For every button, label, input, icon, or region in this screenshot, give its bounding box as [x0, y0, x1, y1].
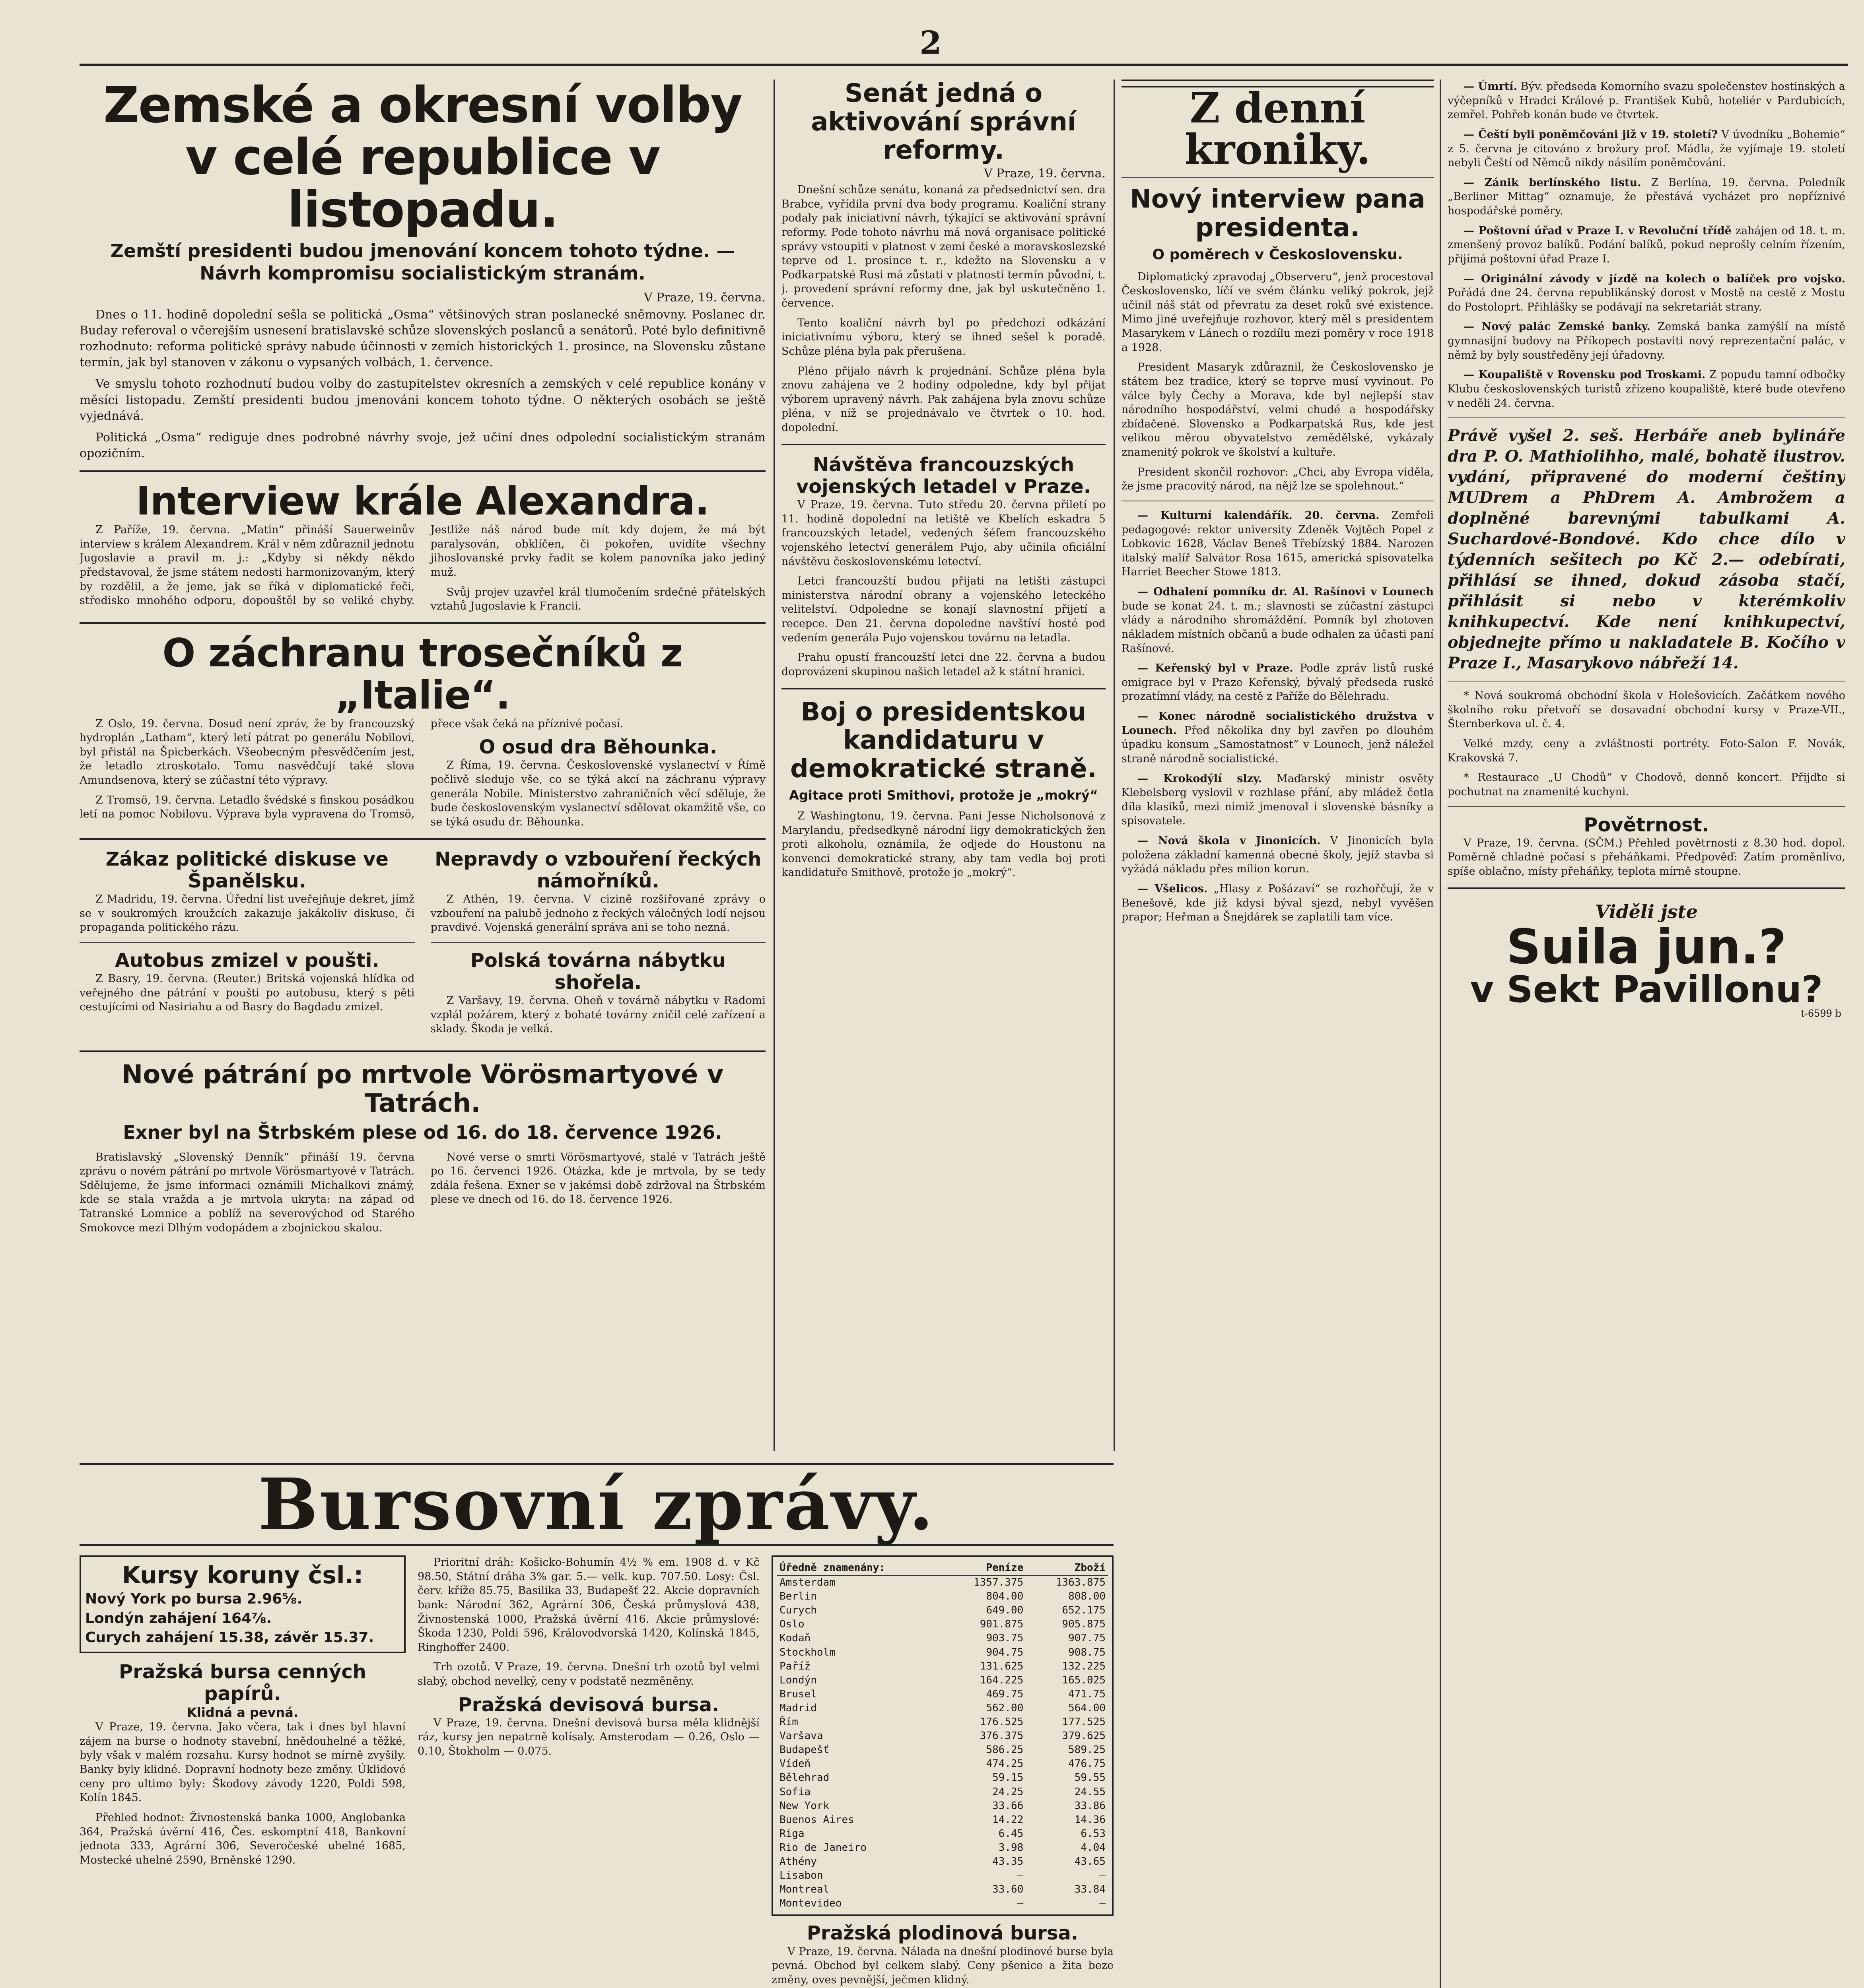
bursa-columns — [80, 1555, 1114, 1988]
rates-cell-city: Řím — [779, 1716, 798, 1728]
kronika-item-text: Zemřeli pedagogové: rektor university Zdeněk Vojtěch Popel z Lobkovic 1628, Václav Beneš Třebízský 1884. Narozen italský malíř Salvátor Rosa 1615, americká spisovatelka Harriet Beecher Stowe 1813. — [1122, 509, 1434, 579]
rates-cell-a: 14.22 — [992, 1813, 1024, 1826]
rates-cell-b: 14.36 — [1074, 1813, 1106, 1826]
small-ad: * Nová soukromá obchodní škola v Holešovicích. Začátkem nového školního roku přetvoří se dosavadní obchodní kursy v Praze-VII., Šternberkova ul. č. 4. — [1448, 689, 1845, 730]
rates-row — [777, 1673, 1108, 1687]
small-ad: Velké mzdy, ceny a zvláštnosti portréty. Foto-Salon F. Novák, Krakovská 7. — [1448, 738, 1845, 764]
rates-cell-b: 1363.875 — [1055, 1576, 1106, 1589]
kronika-item-head: — Originální závody v jízdě na kolech o balíček pro vojsko. — [1464, 272, 1845, 285]
kronika-item-head: — Kulturní kalendářík. 20. června. — [1137, 509, 1380, 522]
sekt-ad — [1448, 898, 1845, 1022]
kronika-item-head: — Odhalení pomníku dr. Al. Rašínovi v Lounech — [1137, 586, 1434, 598]
rates-cell-city: Budapešť — [779, 1744, 830, 1756]
president-paragraph: Diplomatický zpravodaj „Observeru“, jenž procestoval Československo, líčí ve svém článku veliký pokrok, jejž učinil náš stát od převratu za deset roků své existence. Mimo jiné uveřejňuje rozhovor, který měl s presidentem Masarykem v Lánech o rozdílu mezi poměry v roce 1918 a 1928. — [1122, 270, 1434, 354]
rates-cell-city: Bělehrad — [779, 1772, 830, 1784]
rates-cell-city: Rio de Janeiro — [779, 1841, 867, 1854]
kronika-item-text: „Hlasy z Pošázaví“ se rozhořčují, že v Benešově, kde již kdysi býval sjezd, nebyl vyvěšen prapor; Heřman a Šnejdárek se zaplatili tam více. — [1122, 882, 1434, 924]
rates-cell-city: Kodaň — [779, 1632, 811, 1644]
letci-headline: Návštěva francouzských vojenských letadel v Praze. — [796, 453, 1091, 498]
cenne-papiry-text: Přehled hodnot: Živnostenská banka 1000, Anglobanka 364, Pražská úvěrní 416, Čes. eskomptní 418, Bankovní jednota 333, Agrární 306, Severočeské uhelné 1685, Mostecké uhelné 2590, Brněnské 1290. — [80, 1811, 406, 1866]
kronika-item-text: Maďarský ministr osvěty Klebelsberg vyslovil v rozhlase přání, aby mládež četla díla klasiků, mezi nimiž jmenoval i slovenské básníky a spisovatele. — [1122, 772, 1434, 827]
separator — [781, 444, 1106, 445]
tovarna-paragraph: Z Varšavy, 19. června. Oheň v továrně nábytku v Radomi vzplál požárem, který z bohaté továrny zničil celé zařízení a sklady. Škoda je velká. — [430, 994, 766, 1035]
kronika-item-text: Z Berlína, 19. června. Poledník „Berliner Mittag“ oznamuje, že přestává vycházet pro nepříznivé hospodářské poměry. — [1448, 176, 1845, 217]
volby-headline: Zemské a okresní volby v celé republice v listopadu. — [103, 80, 742, 239]
rates-row — [777, 1771, 1108, 1785]
rates-cell-b: 132.225 — [1062, 1660, 1106, 1672]
boj-article — [781, 698, 1106, 880]
kronika-item-head: — Keřenský byl v Praze. — [1137, 662, 1293, 675]
column-1 — [80, 80, 766, 1455]
kronika-item-head: — Úmrtí. — [1464, 80, 1517, 93]
rates-cell-b: — — [1099, 1870, 1106, 1882]
separator — [781, 688, 1106, 689]
kursy-heading: Kursy koruny čsl.: — [122, 1561, 363, 1589]
short-news-right — [431, 848, 766, 1042]
kronika-item — [1122, 661, 1434, 704]
rates-cell-city: Madrid — [779, 1702, 817, 1714]
kurs-ny: Nový York po bursa 2.96⅝. — [85, 1591, 303, 1607]
rates-row — [777, 1631, 1108, 1645]
autobus-headline: Autobus zmizel v poušti. — [115, 949, 379, 972]
rates-cell-b: 33.86 — [1074, 1800, 1106, 1812]
rates-cell-a: 901.875 — [980, 1618, 1024, 1631]
rates-row — [777, 1757, 1108, 1771]
rates-row — [777, 1646, 1108, 1660]
rates-cell-a: 176.525 — [980, 1716, 1024, 1728]
cenne-papiry-sub: Klidná a pevná. — [187, 1705, 298, 1720]
rates-row — [777, 1575, 1108, 1590]
small-ad: * Restaurace „U Chodů“ v Chodově, denně koncert. Přijďte si pochutnat na znamenité kuchyni. — [1448, 771, 1845, 798]
pocasi-title: Povětrnost. — [1584, 813, 1709, 836]
letci-paragraph: Prahu opustí francouzští letci dne 22. června a budou doprovázeni skupinou našich letadel až k státní hranici. — [781, 651, 1106, 678]
separator — [1448, 806, 1845, 807]
rates-cell-b: 476.75 — [1068, 1758, 1106, 1770]
president-paragraph: President skončil rozhovor: „Chci, aby Evropa viděla, že jsme pracovitý národ, na nějž lze se spolehnout.“ — [1122, 466, 1434, 493]
separator — [80, 1050, 766, 1052]
rates-cell-a: 131.625 — [980, 1660, 1024, 1672]
kronika-item-head: — Nový palác Zemské banky. — [1464, 320, 1650, 333]
trosecnici-paragraph: Z Oslo, 19. června. Dosud není zpráv, že by francouzský hydroplán „Latham“, který letí pátrat po generálu Nobilovi, byl přistál na Špicberkách. Všeobecným přesvědčením jest, že letadlo ztroskotalo. Tomu nasvědčují také slova Amundsenova, který se zúčastní této výpravy. — [80, 717, 415, 787]
sekt-ad-code: t-6599 b — [1801, 1008, 1841, 1019]
tatry-article — [80, 1061, 766, 1235]
sekt-ad-suila: Suila jun.? — [1506, 920, 1787, 975]
rates-cell-city: Varšava — [779, 1730, 823, 1742]
rates-cell-b: 43.65 — [1074, 1855, 1106, 1868]
kronika-item — [1122, 772, 1434, 829]
volby-article — [80, 80, 766, 462]
bursa-col-2 — [418, 1555, 760, 1988]
tatry-paragraph: Nové verse o smrti Vörösmartyové, stalé v Tatrách ještě po 16. červenci 1926. Otázka, kde je mrtvola, by se tedy zdála řešena. Exner se v jakémsi době zdržoval na Štrbském plese ve dnech od 16. do 18. července 1926. — [430, 1151, 766, 1206]
rates-row — [777, 1841, 1108, 1855]
rates-cell-city: Berlin — [779, 1590, 817, 1603]
interview-article — [80, 481, 766, 613]
rates-cell-city: Amsterdam — [779, 1576, 836, 1589]
kronika-item-head: — Čeští byli poněmčováni již v 19. století? — [1464, 128, 1718, 141]
kronika-items — [1122, 509, 1434, 924]
kronika-item-text: V Jinonicích byla položena základní kamenná obecné školy, jejíž stavba si vyžádá nákladu přes milion korun. — [1122, 835, 1434, 876]
separator — [1448, 887, 1845, 889]
tatry-deck: Exner byl na Štrbském plese od 16. do 18. července 1926. — [123, 1122, 722, 1143]
kronika-item-text: Pořádá dne 24. června republikánský dorost v Mostě na cestě z Mostu do Postoloprt. Přihlášky se podávají na sekretariát strany. — [1448, 287, 1845, 313]
separator — [431, 942, 766, 943]
rates-cell-a: 903.75 — [986, 1632, 1024, 1644]
volby-byline: V Praze, 19. června. — [643, 290, 766, 305]
column-divider-3 — [1440, 80, 1441, 1988]
rates-row — [777, 1869, 1108, 1883]
rates-cell-b: 24.55 — [1074, 1786, 1106, 1798]
rates-cell-a: 562.00 — [986, 1702, 1024, 1714]
recke-headline: Nepravdy o vzbouření řeckých námořníků. — [435, 848, 762, 892]
tatry-headline: Nové pátrání po mrtvole Vörösmartyové v Tatrách. — [121, 1060, 724, 1118]
kronika-item — [1448, 128, 1845, 170]
kronika-item-head: — Zánik berlínského listu. — [1464, 176, 1641, 189]
separator — [1448, 417, 1845, 418]
volby-paragraph: Ve smyslu tohoto rozhodnutí budou volby do zastupitelstev okresních a zemských v celé republice konány v měsíci listopadu. Zemští presidenti budou jmenováni koncem tohoto týdne. O některých osobách se ještě vyjednává. — [80, 377, 766, 423]
plodiny-text: V Praze, 19. června. Nálada na dnešní plodinové burse byla pevná. Obchod byl celkem slabý. Ceny pšenice a žita beze změny, oves pevnější, ječmen klidný. — [772, 1945, 1114, 1986]
diskuse-headline: Zákaz politické diskuse ve Španělsku. — [105, 848, 389, 892]
kronika-item — [1122, 585, 1434, 656]
kronika-item-head: — Poštovní úřad v Praze I. v Revoluční třídě — [1464, 224, 1732, 237]
rates-cell-b: 379.625 — [1062, 1730, 1106, 1742]
rates-header-row — [777, 1561, 1108, 1575]
rates-row — [777, 1715, 1108, 1729]
interview-body — [80, 523, 766, 613]
kurs-londyn: Londýn zahájení 164⅞. — [85, 1610, 272, 1627]
rates-row — [777, 1604, 1108, 1617]
kronika-item — [1122, 709, 1434, 766]
interview-paragraph: Z Paříže, 19. června. „Matin“ přináší Sauerweinův interview s králem Alexandrem. Král v něm zdůraznil jednotu Jugoslavie a pravil m. j.: „Kdyby si někdy někdo představoval, že jsme státem nedosti harmonizovaným, který by rozdělil, a že jeme, jak se říká v diplomatické řeči, středisko mnohého odporu, dopouštěl by se veliké chyby. Jestliže náš národ bude mít kdy dojem, že má být paralysován, obklíčen, či pokořen, uvidíte všechny jihoslovanské prvky řadit se kolem panovníka jako jediný muž. — [80, 524, 766, 607]
president-interview-headline: Nový interview pana presidenta. — [1130, 184, 1425, 243]
rates-cell-b: 652.175 — [1062, 1604, 1106, 1617]
pocasi-text: V Praze, 19. června. (SČM.) Přehled povětrnosti z 8.30 hod. dopol. Poměrně chladné počasí s přeháňkami. Předpověď: Zatím proměnlivo, spíše oblačno, místy přeháňky, teplota mírně stoupne. — [1448, 837, 1845, 878]
plodiny-title: Pražská plodinová bursa. — [807, 1922, 1079, 1945]
boj-deck: Agitace proti Smithovi, protože je „mokrý“ — [789, 787, 1098, 803]
kronika-item-head: — Nová škola v Jinonicích. — [1137, 835, 1321, 847]
rates-cell-city: Vídeň — [779, 1758, 811, 1770]
column-3 — [1122, 80, 1434, 1988]
rates-cell-city: Curych — [779, 1604, 817, 1617]
separator — [1122, 177, 1434, 178]
column-4 — [1448, 80, 1845, 1988]
kronika-item-text: Před několika dny byl zavřen po dlouhém úpadku konsum „Samostatnost“ v Lounech, jenž náležel straně národně socialistické. — [1122, 724, 1434, 765]
kronika-item-head: — Krokodýlí slzy. — [1137, 772, 1262, 785]
tatry-paragraph: Bratislavský „Slovenský Denník“ přináší 19. června zprávu o novém pátrání po mrtvole Vörösmartyové v Tatrách. Sdělujeme, že jsme informaci oznámili Michalkovi známý, kde se stala vražda a je mrtvola ukryta: na západ od Tatranské Lomnice a poblíž na severovýchod od Starého Smokovce mezi Dlhým vodopádem a zbojnickou skalou. — [80, 1151, 415, 1234]
bursa-title: Bursovní zprávy. — [258, 1463, 935, 1546]
rates-box — [772, 1555, 1114, 1916]
kurs-curych: Curych zahájení 15.38, závěr 15.37. — [85, 1629, 374, 1646]
rates-row — [777, 1813, 1108, 1827]
rates-cell-b: 471.75 — [1068, 1688, 1106, 1700]
autobus-paragraph: Z Basry, 19. června. (Reuter.) Britská vojenská hlídka od veřejného dne pátrání v poušti po autobusu, který s pěti cestujícími od Nasiriahu a od Basry do Bagdadu zmizel. — [80, 972, 415, 1013]
rates-header-a: Peníze — [944, 1561, 1026, 1575]
kronika-item-text: Býv. předseda Komorního svazu společenstev hostinských a výčepníků v Hradci Králové p. František Kubů, hoteliér v Pardubicích, zemřel. Pohřeb konán bude ve čtvrtek. — [1448, 80, 1845, 121]
kronika-item — [1448, 176, 1845, 218]
rates-cell-a: — — [1017, 1897, 1024, 1910]
separator — [80, 622, 766, 624]
kronika-item-text: bude se konat 24. t. m.; slavnosti se zúčastní zástupci vlády a národního shromáždění. Pomník byl zhotoven nákladem místních občanů a bude odhalen za účasti paní Rašínové. — [1122, 600, 1434, 655]
rates-cell-city: Brusel — [779, 1688, 817, 1700]
rates-row — [777, 1617, 1108, 1631]
rates-cell-b: 177.525 — [1062, 1716, 1106, 1728]
rates-cell-a: 376.375 — [980, 1730, 1024, 1742]
recke-paragraph: Z Athén, 19. června. V cizině rozšiřované zprávy o vzbouření na palubě jednoho z řeckých válečných lodí nejsou pravdivé. Vojenská generální správa ani se toho nezná. — [430, 893, 766, 934]
senat-byline: V Praze, 19. června. — [984, 167, 1106, 181]
rates-cell-a: 6.45 — [998, 1827, 1024, 1840]
rates-cell-city: Oslo — [779, 1618, 805, 1631]
kronika-item-text: Podle zpráv listů ruské emigrace byl v Praze Keřenský, bývalý předseda ruské prozatímní vlády, na cestě z Paříže do Bělehradu. — [1122, 662, 1434, 703]
rates-cell-city: Paříž — [779, 1660, 811, 1672]
rates-row — [777, 1701, 1108, 1715]
rates-table — [777, 1561, 1108, 1910]
rates-cell-a: 59.15 — [992, 1772, 1024, 1784]
rates-cell-a: 164.225 — [980, 1674, 1024, 1686]
rates-cell-city: Lisabon — [779, 1870, 823, 1882]
rates-row — [777, 1743, 1108, 1757]
rates-cell-b: 808.00 — [1068, 1590, 1106, 1603]
rates-cell-a: 33.60 — [992, 1883, 1024, 1896]
letci-article — [781, 454, 1106, 679]
kronika-item-head: — Koupaliště v Rovensku pod Troskami. — [1464, 369, 1706, 381]
sekt-ad-line2: v Sekt Pavillonu? — [1470, 968, 1823, 1011]
kursy-box — [80, 1555, 406, 1653]
interview-headline: Interview krále Alexandra. — [136, 479, 709, 524]
rates-cell-city: Montevideo — [779, 1897, 842, 1910]
rates-cell-b: 905.875 — [1062, 1618, 1106, 1631]
senat-headline: Senát jedná o aktivování správní reformy. — [811, 80, 1076, 165]
rates-cell-a: 586.25 — [986, 1744, 1024, 1756]
rates-row — [777, 1590, 1108, 1604]
boj-headline: Boj o presidentskou kandidaturu v demokratické straně. — [790, 697, 1097, 784]
cenne-papiry-text: V Praze, 19. června. Jako včera, tak i dnes byl hlavní zájem na burse o hodnoty stavební, hnědouhelné a těžké, byly však v malém rozsahu. Kursy hodnot se mírně zvyšily. Banky byly klidné. Dopravní hodnoty beze změny. Úklidové ceny pro ultimo byly: Škodovy závody 1220, Poldi 598, Kolín 1845. — [80, 1721, 406, 1804]
rates-row — [777, 1827, 1108, 1841]
rates-row — [777, 1785, 1108, 1799]
column-2 — [781, 80, 1106, 1455]
rates-row — [777, 1883, 1108, 1897]
rates-cell-a: 1357.375 — [974, 1576, 1024, 1589]
rates-cell-city: Athény — [779, 1855, 817, 1868]
kronika-item-text: Z popudu tamní odbočky Klubu československých turistů zřízeno koupaliště, které bude otevřeno v neděli 24. června. — [1448, 369, 1845, 410]
bursa-col-1 — [80, 1555, 406, 1988]
kronika-item — [1448, 272, 1845, 315]
senat-paragraph: Pléno přijalo návrh k projednání. Schůze pléna byla znovu zahájena ve 2 hodiny odpoledne, kdy byl přijat výborem upravený návrh. Pak zahájena byla znovu schůze pléna, v níž se projednávalo ve čtvrtek o 10. hod. dopolední. — [781, 365, 1106, 434]
separator — [80, 838, 766, 840]
rates-cell-city: Stockholm — [779, 1646, 836, 1658]
separator — [80, 942, 415, 943]
trosecnici-headline: O záchranu trosečníků z „Italie“. — [162, 630, 683, 718]
rates-cell-a: 649.00 — [986, 1604, 1024, 1617]
bursa-title-frame — [80, 1463, 1114, 1546]
rates-cell-b: 165.025 — [1062, 1674, 1106, 1686]
rates-row — [777, 1687, 1108, 1701]
rates-cell-b: 564.00 — [1068, 1702, 1106, 1714]
trosecnici-article — [80, 630, 766, 829]
top-rule — [80, 64, 1848, 66]
letci-paragraph: Letci francouzští budou přijati na letišti zástupci ministerstva národní obrany a vojenského leteckého velitelství. Odpoledne se konají slavnostní přijetí a recepce. Den 21. června dopoledne navštíví hosté pod vedením generála Pujo vojenskou továrnu na letadla. — [781, 575, 1106, 644]
rates-cell-a: 24.25 — [992, 1786, 1024, 1798]
rates-row — [777, 1660, 1108, 1673]
short-news-left — [80, 848, 415, 1042]
senat-paragraph: Tento koaliční návrh byl po předchozí odkázání iniciativnímu výboru, který se ihned sešel k poradě. Schůze pléna byla pak přerušena. — [781, 316, 1106, 357]
kronika-item-text: V úvodníku „Bohemie“ z 5. června je citováno z brožury prof. Mádla, že vyjímaje 19. století nebyli Čeští od Němců nikdy násilím poněmčováni. — [1448, 128, 1845, 169]
tatry-body — [80, 1150, 766, 1235]
rates-header-city: Úředně znamenány: — [777, 1561, 944, 1575]
senat-article — [781, 80, 1106, 435]
kronika-item — [1448, 80, 1845, 122]
rates-cell-b: 33.84 — [1074, 1883, 1106, 1896]
kronika-item-head: — Všelicos. — [1137, 882, 1208, 895]
separator — [80, 470, 766, 472]
trosecnici-paragraph: Z Tromsö, 19. června. Letadlo švédské s finskou posádkou letí na pomoc Nobilovu. Výprava byla vypravena do Tromsö, přece však čeká na příznivé počasí. — [80, 717, 624, 821]
tovarna-headline: Polská továrna nábytku shořela. — [470, 949, 726, 994]
rates-cell-city: Sofia — [779, 1786, 811, 1798]
kronika-item-head: — Konec národně socialistického družstva v Lounech. — [1122, 710, 1434, 737]
rates-cell-city: Buenos Aires — [779, 1813, 854, 1826]
rates-cell-city: Riga — [779, 1827, 805, 1840]
president-interview-deck: O poměrech v Československu. — [1152, 247, 1403, 263]
rates-cell-b: 59.55 — [1074, 1772, 1106, 1784]
kronika-item-text: zahájen od 18. t. m. zmenšený provoz balíků. Podání balíků, pokud neprošly celním řízením, přijímá poštovní úřad Praze I. — [1448, 224, 1845, 265]
rates-cell-a: 33.66 — [992, 1800, 1024, 1812]
kronika-item — [1122, 509, 1434, 579]
rates-cell-city: New York — [779, 1800, 830, 1812]
kronika-item — [1448, 368, 1845, 410]
page-number: 2 — [919, 24, 942, 61]
kronika-item — [1448, 320, 1845, 362]
diskuse-paragraph: Z Madridu, 19. června. Úřední list uveřejňuje dekret, jímž se v soukromých kroužcích zakazuje jakákoliv diskuse, či propaganda politického rázu. — [80, 893, 415, 934]
devisy-text: V Praze, 19. června. Dnešní devisová bursa měla klidnější ráz, kursy jen nepatrně kolísaly. Amsterodam — 0.26, Oslo — 0.10, Štokholm — 0.075. — [418, 1716, 760, 1758]
denni-kronika-title: Z denní kroniky. — [1184, 83, 1371, 174]
rates-cell-a: — — [1017, 1870, 1024, 1882]
rates-cell-b: 907.75 — [1068, 1632, 1106, 1644]
sekt-ad-line1: Viděli jste — [1595, 901, 1698, 922]
bursa-col-3 — [772, 1555, 1114, 1988]
president-paragraph: President Masaryk zdůraznil, že Československo je státem bez tradice, který se teprve musí vyvinout. Po válce byly Čechy a Morava, kde byl nejlepší stav národního hospodářství, velmi chudé a hospodářsky zbídačené. Slovensko a Podkarpatská Rus, kde jest velikou měrou obyvatelstvo zemědělské, vykázaly znamenitý pokrok ve školství a kultuře. — [1122, 361, 1434, 459]
volby-paragraph: Politická „Osma“ rediguje dnes podrobné návrhy svoje, jež učiní dnes odpolední socialistickým stranám opozičním. — [80, 431, 766, 461]
rates-cell-a: 474.25 — [986, 1758, 1024, 1770]
rates-cell-a: 43.35 — [992, 1855, 1024, 1868]
rates-cell-city: Montreal — [779, 1883, 830, 1896]
kronika-item — [1122, 834, 1434, 876]
rates-cell-city: Londýn — [779, 1674, 817, 1686]
cenne-papiry-heading: Pražská bursa cenných papírů. — [119, 1660, 366, 1705]
bursa-section — [80, 1463, 1114, 1988]
rates-row — [777, 1799, 1108, 1813]
rates-cell-b: — — [1099, 1897, 1106, 1910]
rates-row — [777, 1855, 1108, 1869]
rates-row — [777, 1729, 1108, 1743]
volby-deck: Zemští presidenti budou jmenování koncem tohoto týdne. — Návrh kompromisu socialistickým stranám. — [110, 240, 735, 284]
trosecnici-paragraph: Z Říma, 19. června. Československé vyslanectví v Římě pečlivě sleduje vše, co se týká akcí na záchranu výpravy generála Nobile. Ministerstvo zahraničních věcí sděluje, že bude československým vyslanectví sdělovat okamžitě vše, co se týká osudu dr. Běhounka. — [430, 759, 766, 828]
volby-paragraph: Dnes o 11. hodině dopolední sešla se politická „Osma“ většinových stran poslanecké sněmovny. Poslanec dr. Buday referoval o včerejším usnesení bratislavské schůze slovenských poslanců a senátorů. Poté bylo definitivně rozhodnuto: reforma politické správy nabude účinnosti v zemích historických 1. prosince, na Slovensku zůstane termín, jak byl stanoven v zákonu o vypsaných volbách, 1. července. — [80, 307, 766, 370]
rates-row — [777, 1897, 1108, 1910]
rates-cell-b: 6.53 — [1081, 1827, 1106, 1840]
rates-cell-a: 904.75 — [986, 1646, 1024, 1658]
column-divider-2 — [1114, 80, 1115, 1451]
column-divider-1 — [774, 80, 775, 1451]
kronika-item-text: Zemská banka zamýšlí na místě gymnasijní budovy na Příkopech postaviti nový reprezentační palác, v němž by byly soustředěny její úřadovny. — [1448, 320, 1845, 361]
boj-paragraph: Z Washingtonu, 19. června. Pani Jesse Nicholsonová z Marylandu, předsedkyně národní ligy demokratických žen proti alkoholu, oznámila, že odjede do Houstonu na konvenci demokratické strany, aby tam vedla boj proti kandidatuře Smithově, protože je „mokrý“. — [781, 810, 1106, 879]
rates-cell-a: 3.98 — [998, 1841, 1024, 1854]
rates-cell-b: 908.75 — [1068, 1646, 1106, 1658]
short-news-grid — [80, 848, 766, 1042]
prior-text: Prioritní dráh: Košicko-Bohumín 4½ % em. 1908 d. v Kč 98.50, Státní dráha 3% gar. 5.— velk. kup. 707.50. Losy: Čsl. červ. kříže 85.75, Basilika 33, Budapešť 22. Akcie dopravních bank: Národní 362, Agrární 306, Česká průmyslová 438, Živnostenská 1000, Pražská úvěrní 416. Akcie průmyslové: Škoda 1230, Poldi 596, Královodvorská 1420, Kolínská 1845, Ringhoffer 2400. — [418, 1556, 760, 1654]
interview-paragraph: Svůj projev uzavřel král tlumočením srdečné přátelských vztahů Jugoslavie k Francii. — [430, 586, 766, 613]
senat-paragraph: Dnešní schůze senátu, konaná za předsednictví sen. dra Brabce, vyřídila první dva body programu. Koaliční strany podaly pak iniciativní návrh, týkající se aktivování správní reformy. Pode tohoto návrhu má nová organisace politické správy vstoupiti v platnost v zemi české a moravskoslezské teprve od 1. prosince t. r., kdežto na Slovensku a v Podkarpatské Rusi má zůstati v platnosti termín původní, t. j. provedení správní reformy dne, jak byl uskutečněno 1. července. — [781, 184, 1106, 310]
trosecnici-body — [80, 717, 766, 829]
devisy-title: Pražská devisová bursa. — [458, 1693, 719, 1716]
behounek-headline: O osud dra Běhounka. — [479, 736, 717, 759]
rates-cell-a: 804.00 — [986, 1590, 1024, 1603]
kronika-item — [1448, 224, 1845, 266]
rates-cell-b: 589.25 — [1068, 1744, 1106, 1756]
letci-paragraph: V Praze, 19. června. Tuto středu 20. června přiletí po 11. hodině dopolední na letiště ve Kbelích eskadra 5 francouzských letadel, vedených šéfem francouzského vojenského letectví generálem Pujo, aby učinila oficiální návštěvu československému letectví. — [781, 499, 1106, 568]
rates-cell-b: 4.04 — [1081, 1841, 1106, 1854]
kronika-item — [1122, 882, 1434, 924]
trh-text: Trh ozotů. V Praze, 19. června. Dnešní trh ozotů byl velmi slabý, obchod nevelký, ceny v podstatě nezměněny. — [418, 1661, 760, 1687]
col4-items — [1448, 80, 1845, 410]
herbar-ad: Právě vyšel 2. seš. Herbáře aneb bylináře dra P. O. Mathiolihho, malé, bohatě ilustrov. vydání, připravené do moderní češtiny MUDrem a PhDrem A. Ambrožem a doplněné barevnými tabulkami A. Suchardové-Bondové. Kdo chce dílo v týdenních sešitech po Kč 2.— odebírati, přihlásí se ihned, dokud zásoba stačí, přihlásit si nebo v kterémkoliv knihkupectví. Kde není knihkupectví, objednejte přímo u nakladatele B. Kočího v Praze I., Masarykovo nábřeží 14. — [1448, 426, 1845, 673]
rates-header-b: Zboží — [1026, 1561, 1108, 1575]
rates-cell-a: 469.75 — [986, 1688, 1024, 1700]
